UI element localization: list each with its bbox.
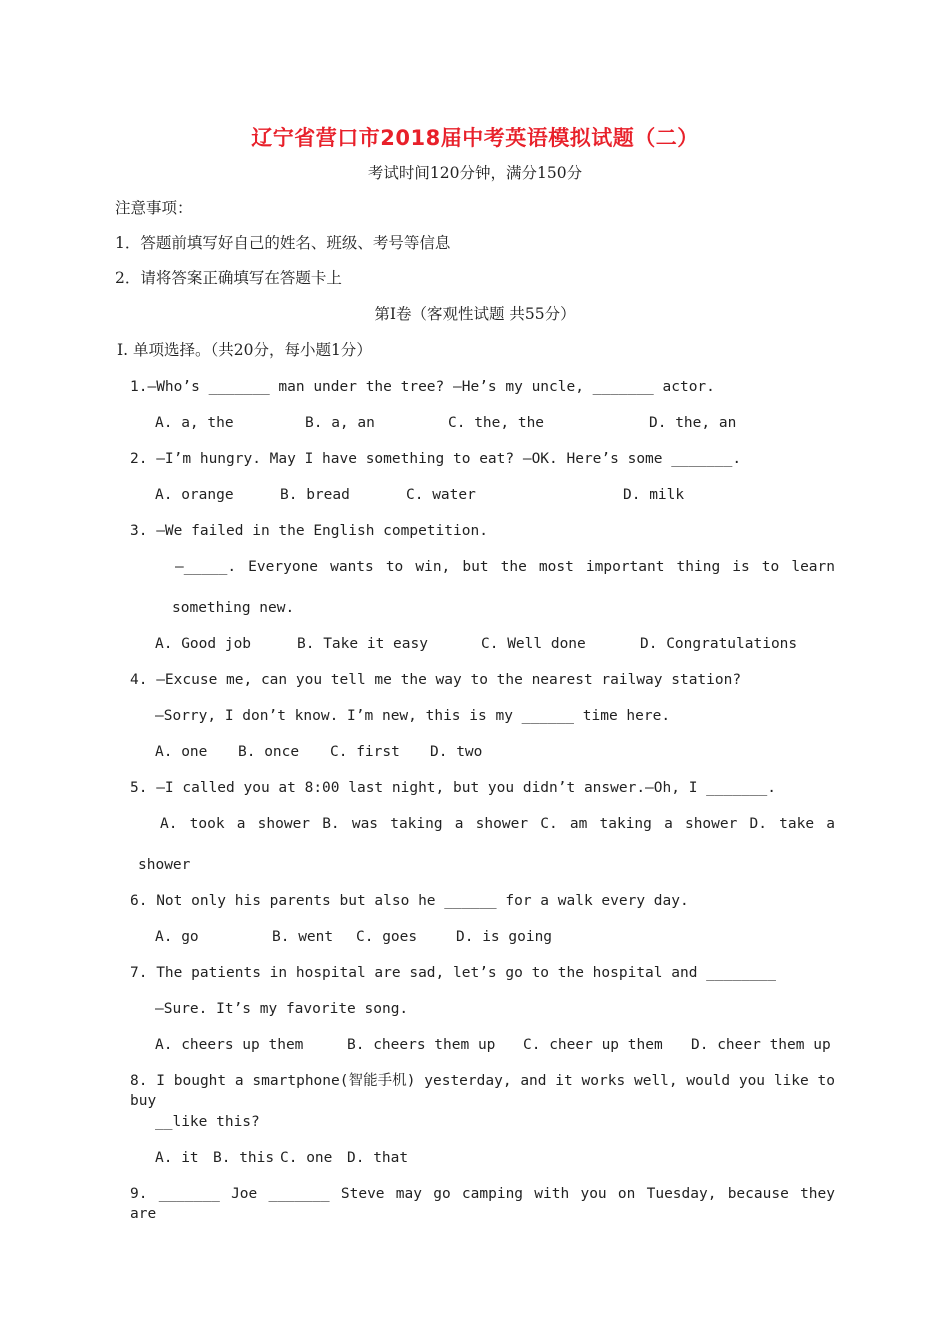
question-4-option-d: D. two bbox=[430, 744, 483, 760]
question-3-stem: 3. —We failed in the English competition. bbox=[130, 523, 488, 539]
question-4-stem-2: —Sorry, I don’t know. I’m new, this is my ______ time here. bbox=[155, 708, 671, 724]
question-7-stem-2: —Sure. It’s my favorite song. bbox=[155, 1001, 409, 1017]
question-8-option-b: B. this bbox=[213, 1150, 275, 1166]
question-3-option-d: D. Congratulations bbox=[640, 636, 798, 652]
question-3-option-a: A. Good job bbox=[155, 636, 252, 652]
notes-item-2: 2．请将答案正确填写在答题卡上 bbox=[115, 269, 342, 287]
notes-heading: 注意事项： bbox=[115, 199, 193, 217]
question-2-option-b: B. bread bbox=[280, 487, 350, 503]
question-1-option-d: D. the, an bbox=[649, 415, 737, 431]
question-4-option-a: A. one bbox=[155, 744, 208, 760]
question-3-stem-3: something new. bbox=[172, 600, 295, 616]
question-5-options: A. took a shower B. was taking a shower C. am taking a shower D. take a bbox=[160, 816, 835, 832]
question-4-option-c: C. first bbox=[330, 744, 400, 760]
question-1-stem: 1.—Who’s _______ man under the tree? —He’s my uncle, _______ actor. bbox=[130, 379, 715, 395]
question-1-option-b: B. a, an bbox=[305, 415, 375, 431]
question-9-stem: 9. _______ Joe _______ Steve may go camping with you on Tuesday, because they are bbox=[130, 1186, 835, 1222]
question-5-options-tail: shower bbox=[138, 857, 191, 873]
question-7-option-c: C. cheer up them bbox=[523, 1037, 663, 1053]
question-6-option-c: C. goes bbox=[356, 929, 418, 945]
question-7-option-b: B. cheers them up bbox=[347, 1037, 496, 1053]
question-8-option-a: A. it bbox=[155, 1150, 199, 1166]
question-4-option-b: B. once bbox=[238, 744, 300, 760]
question-8-stem: 8. I bought a smartphone(智能手机) yesterday, and it works well, would you like to buy bbox=[130, 1073, 835, 1109]
part-heading: 第I卷（客观性试题 共55分） bbox=[374, 305, 576, 323]
question-6-option-a: A. go bbox=[155, 929, 199, 945]
question-8-option-c: C. one bbox=[280, 1150, 333, 1166]
question-6-stem: 6. Not only his parents but also he ______ for a walk every day. bbox=[130, 893, 689, 909]
question-7-option-d: D. cheer them up bbox=[691, 1037, 831, 1053]
question-3-option-c: C. Well done bbox=[481, 636, 586, 652]
question-7-option-a: A. cheers up them bbox=[155, 1037, 304, 1053]
question-6-option-b: B. went bbox=[272, 929, 334, 945]
notes-item-1: 1．答题前填写好自己的姓名、班级、考号等信息 bbox=[115, 234, 451, 252]
question-2-option-a: A. orange bbox=[155, 487, 234, 503]
question-1-option-c: C. the, the bbox=[448, 415, 545, 431]
question-8-stem-2: __like this? bbox=[155, 1114, 260, 1130]
section-heading: Ⅰ. 单项选择。（共20分，每小题1分） bbox=[117, 341, 372, 359]
question-3-stem-2: —_____. Everyone wants to win, but the most important thing is to learn bbox=[175, 559, 835, 575]
question-2-option-c: C. water bbox=[406, 487, 476, 503]
question-6-option-d: D. is going bbox=[456, 929, 553, 945]
question-3-option-b: B. Take it easy bbox=[297, 636, 428, 652]
exam-info: 考试时间120分钟，满分150分 bbox=[367, 164, 583, 182]
document-title: 辽宁省营口市2018届中考英语模拟试题（二） bbox=[251, 126, 699, 150]
question-5-stem: 5. —I called you at 8:00 last night, but you didn’t answer.—Oh, I _______. bbox=[130, 780, 777, 796]
question-2-option-d: D. milk bbox=[623, 487, 685, 503]
question-8-option-d: D. that bbox=[347, 1150, 409, 1166]
question-4-stem: 4. —Excuse me, can you tell me the way to the nearest railway station? bbox=[130, 672, 742, 688]
question-1-option-a: A. a, the bbox=[155, 415, 234, 431]
question-7-stem: 7. The patients in hospital are sad, let’s go to the hospital and ________ bbox=[130, 965, 777, 981]
question-2-stem: 2. —I’m hungry. May I have something to eat? —OK. Here’s some _______. bbox=[130, 451, 742, 467]
